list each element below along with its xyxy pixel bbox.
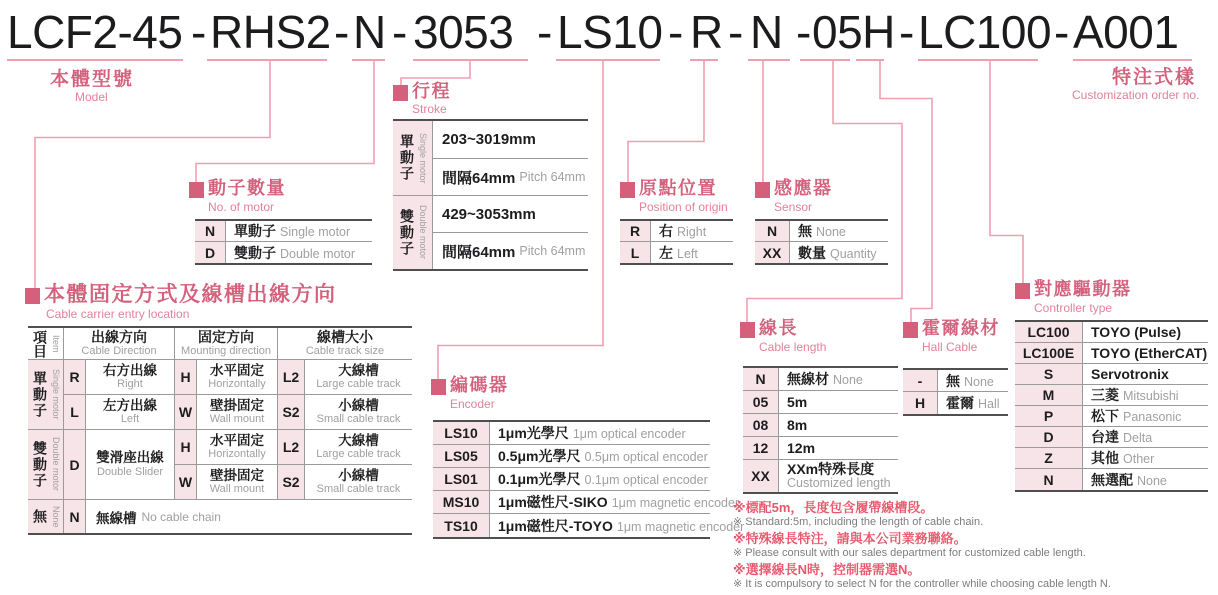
code-cell: D [1015, 427, 1083, 447]
desc-cell: 大線槽 Large cable track [305, 360, 412, 395]
header-cable-track-size: 線槽大小 Cable track size [278, 328, 412, 360]
code-segment-body: LCF2-45 [7, 6, 183, 58]
row-group-label [393, 121, 433, 196]
sensor-title-zh: 感應器 [774, 178, 833, 198]
code-segment-controller: LC100 [918, 6, 1052, 58]
code-segment-encoder: LS10 [557, 6, 663, 58]
desc-cell: 0.1μm光學尺 0.1μm optical encoder [498, 471, 708, 487]
carrier-title-en: Cable carrier entry location [46, 307, 190, 321]
table-row [433, 445, 710, 468]
table-row [755, 242, 888, 263]
code-hyphen: - [191, 6, 206, 58]
code-hyphen: - [796, 6, 811, 58]
code-cell: L2 [278, 360, 305, 395]
desc-cell: 水平固定 Horizontally [197, 360, 278, 395]
segment-underline [918, 59, 1038, 61]
table-row [755, 221, 888, 242]
desc-cell: 5m [787, 394, 808, 410]
desc-cell: 小線槽 Small cable track [305, 395, 412, 430]
table-row [743, 460, 898, 492]
desc-cell: 霍爾 Hall [946, 395, 1000, 411]
table-row [433, 491, 740, 514]
table-row [1015, 448, 1208, 469]
hall-title-zh: 霍爾線材 [922, 318, 1000, 338]
code-segment-sensor: N [750, 6, 783, 58]
desc-cell: 1μm磁性尺-TOYO 1μm magnetic encoder [498, 517, 745, 534]
code-cell: XX [755, 242, 790, 263]
segment-underline [748, 59, 790, 61]
desc-cell: 壁掛固定 Wall mount [197, 465, 278, 500]
cable-length-table [743, 366, 898, 494]
model-label-en: Model [75, 90, 108, 104]
origin-table [620, 219, 733, 265]
desc-cell: 無 None [798, 223, 846, 239]
section-marker [903, 322, 918, 338]
header-cable-direction: 出線方向 Cable Direction [64, 328, 175, 360]
code-cell: MS10 [433, 491, 490, 513]
table-row [1015, 469, 1208, 490]
code-segment-cable-hall: 05H [812, 6, 895, 58]
custom-label-zh: 特注式樣 [1112, 67, 1197, 88]
desc-cell: 1μm磁性尺-SIKO 1μm magnetic encoder [498, 494, 740, 510]
segment-underline [690, 59, 718, 61]
controller-table [1015, 320, 1208, 492]
section-marker [189, 182, 204, 198]
table-row [620, 242, 733, 263]
motor-count-title-en: No. of motor [208, 200, 275, 214]
row-group-label: 雙動子 Double motor [28, 430, 64, 500]
stroke-pitch-cell: 間隔64mm Pitch 64mm [442, 243, 586, 261]
code-cell: H [903, 392, 938, 414]
desc-cell: TOYO (EtherCAT) [1091, 345, 1208, 361]
desc-cell: XXm特殊長度 Customized length [787, 461, 891, 490]
code-cell: P [1015, 406, 1083, 426]
model-label-zh: 本體型號 [50, 69, 135, 90]
table-row [433, 468, 710, 491]
desc-cell: 12m [787, 440, 816, 456]
custom-label-en: Customization order no. [1072, 88, 1200, 102]
code-cell: - [903, 370, 938, 391]
desc-cell: Servotronix [1091, 366, 1169, 382]
code-hyphen: - [899, 6, 914, 58]
code-cell: N [195, 221, 226, 241]
hall-cable-table [903, 368, 1008, 416]
table-row [433, 514, 745, 537]
desc-cell: 1μm光學尺 1μm optical encoder [498, 425, 686, 441]
code-cell: D [195, 242, 226, 263]
code-cell: 12 [743, 437, 779, 459]
desc-cell: 小線槽 Small cable track [305, 465, 412, 500]
stroke-pitch-cell: 間隔64mm Pitch 64mm [433, 159, 588, 196]
desc-cell: 其他 Other [1091, 450, 1155, 466]
controller-title-en: Controller type [1034, 301, 1113, 315]
desc-cell: 右 Right [659, 223, 707, 239]
table-row [195, 242, 372, 263]
desc-cell: 松下 Panasonic [1091, 408, 1182, 424]
segment-underline [1073, 59, 1192, 61]
code-cell: H [175, 360, 197, 395]
code-cell: LC100E [1015, 343, 1083, 363]
desc-cell: 數量 Quantity [798, 244, 877, 261]
desc-cell: 壁掛固定 Wall mount [197, 395, 278, 430]
row-group-label: 單動子 Single motor [28, 360, 64, 430]
section-marker [393, 85, 408, 101]
desc-cell: 8m [787, 417, 808, 433]
stroke-title-zh: 行程 [412, 81, 451, 101]
code-cell: L [620, 242, 651, 263]
code-cell: N [1015, 469, 1083, 490]
segment-underline [207, 59, 327, 61]
header-mounting-direction: 固定方向 Mounting direction [175, 328, 278, 360]
group-label-en: Double motor [418, 205, 428, 260]
code-segment-stroke: 3053 [413, 6, 514, 58]
section-marker [620, 182, 635, 198]
stroke-range-cell: 429~3053mm [433, 196, 588, 233]
desc-cell: 雙滑座出線 Double Slider [86, 430, 175, 500]
carrier-title-zh: 本體固定方式及線槽出線方向 [44, 283, 337, 306]
section-marker [1015, 283, 1030, 299]
cable-length-title-zh: 線長 [759, 318, 798, 338]
code-hyphen: - [668, 6, 683, 58]
code-hyphen: - [1054, 6, 1069, 58]
desc-cell: TOYO (Pulse) [1091, 324, 1181, 340]
desc-cell: 無線材 None [787, 371, 863, 387]
desc-cell: 0.5μm光學尺 0.5μm optical encoder [498, 448, 708, 464]
code-cell: L [64, 395, 86, 430]
origin-title-zh: 原點位置 [639, 178, 717, 198]
group-label-zh: 雙動子 [399, 208, 415, 257]
code-cell: LS10 [433, 422, 490, 444]
desc-cell: 台達 Delta [1091, 429, 1153, 445]
code-cell: S [1015, 364, 1083, 384]
table-row [1015, 322, 1208, 343]
code-cell: Z [1015, 448, 1083, 468]
code-hyphen: - [537, 6, 552, 58]
code-cell: H [175, 430, 197, 465]
footnote-zh: ※選擇線長N時，控制器需選N。 [733, 562, 921, 577]
table-row [903, 370, 1008, 392]
code-cell: N [755, 221, 790, 241]
table-row [1015, 343, 1208, 364]
stroke-table [393, 119, 588, 271]
footnote-en: ※ Standard:5m, including the length of cable chain. [733, 516, 984, 528]
code-segment-mount: RHS2 [210, 6, 331, 58]
desc-cell: 大線槽 Large cable track [305, 430, 412, 465]
table-row [743, 391, 898, 414]
section-marker [431, 379, 446, 395]
encoder-title-zh: 編碼器 [450, 375, 509, 395]
desc-cell: 水平固定 Horizontally [197, 430, 278, 465]
code-cell: R [64, 360, 86, 395]
motor-count-title-zh: 動子數量 [208, 178, 286, 198]
footnote-en: ※ It is compulsory to select N for the controller while choosing cable length N. [733, 578, 1111, 590]
desc-cell: 單動子 Single motor [234, 223, 351, 239]
origin-title-en: Position of origin [639, 200, 728, 214]
code-cell: R [620, 221, 651, 241]
code-segment-motor-count: N [353, 6, 386, 58]
code-hyphen: - [392, 6, 407, 58]
row-group-label [393, 196, 433, 269]
section-marker [755, 182, 770, 198]
segment-underline [413, 59, 528, 61]
code-cell: TS10 [433, 514, 490, 537]
code-cell: N [743, 368, 779, 390]
segment-underline [800, 59, 850, 61]
code-cell: LS05 [433, 445, 490, 467]
group-label-en: Single motor [418, 132, 428, 184]
code-cell: W [175, 465, 197, 500]
code-segment-custom: A001 [1073, 6, 1179, 58]
section-marker [25, 288, 40, 304]
desc-cell: 無線槽 No cable chain [96, 509, 221, 526]
footnote-zh: ※特殊線長特注，請與本公司業務聯絡。 [733, 531, 967, 546]
table-row [1015, 427, 1208, 448]
sensor-title-en: Sensor [774, 200, 813, 214]
table-row [1015, 364, 1208, 385]
segment-underline [556, 59, 660, 61]
code-cell: D [64, 430, 86, 500]
encoder-table [433, 420, 745, 539]
cable-length-title-en: Cable length [759, 340, 827, 354]
code-hyphen: - [728, 6, 743, 58]
segment-underline [352, 59, 385, 61]
footnote-zh: ※標配5m，長度包含履帶線槽段。 [733, 500, 934, 515]
desc-cell: 右方出線 Right [86, 360, 175, 395]
controller-title-zh: 對應驅動器 [1034, 279, 1132, 299]
group-label-zh: 單動子 [399, 134, 415, 182]
table-row [743, 414, 898, 437]
hall-title-en: Hall Cable [922, 340, 978, 354]
desc-cell: 雙動子 Double motor [234, 244, 356, 261]
code-cell: S2 [278, 395, 305, 430]
desc-cell: 左 Left [659, 244, 698, 261]
desc-cell: 無選配 None [1091, 471, 1167, 488]
code-hyphen: - [334, 6, 349, 58]
code-cell: S2 [278, 465, 305, 500]
segment-underline [856, 59, 884, 61]
stroke-title-en: Stroke [412, 102, 447, 116]
table-row [1015, 406, 1208, 427]
desc-cell: 三菱 Mitsubishi [1091, 387, 1179, 403]
motor-count-table [195, 219, 372, 265]
table-row [1015, 385, 1208, 406]
code-cell: L2 [278, 430, 305, 465]
desc-cell: 左方出線 Left [86, 395, 175, 430]
code-cell: 05 [743, 391, 779, 413]
desc-cell: 無 None [946, 372, 994, 389]
code-cell: 08 [743, 414, 779, 436]
encoder-title-en: Encoder [450, 397, 495, 411]
code-cell: XX [743, 460, 779, 492]
footnotes [733, 500, 1213, 593]
sensor-table [755, 219, 888, 265]
table-row [195, 221, 372, 242]
stroke-range-cell: 203~3019mm [433, 121, 588, 159]
code-cell: LC100 [1015, 322, 1083, 342]
code-cell: N [64, 500, 86, 533]
row-group-label: 無 None [28, 500, 64, 533]
segment-underline [7, 59, 183, 61]
code-cell: LS01 [433, 468, 490, 490]
footnote-en: ※ Please consult with our sales department for customized cable length. [733, 547, 1086, 559]
table-row [620, 221, 733, 242]
code-cell: M [1015, 385, 1083, 405]
table-row [743, 437, 898, 460]
table-row [903, 392, 1008, 414]
section-marker [740, 322, 755, 338]
header-item: 項目 Item [28, 328, 64, 360]
carrier-table [28, 326, 412, 535]
table-row [433, 422, 710, 445]
table-row [743, 368, 898, 391]
code-cell: W [175, 395, 197, 430]
code-segment-origin: R [690, 6, 723, 58]
